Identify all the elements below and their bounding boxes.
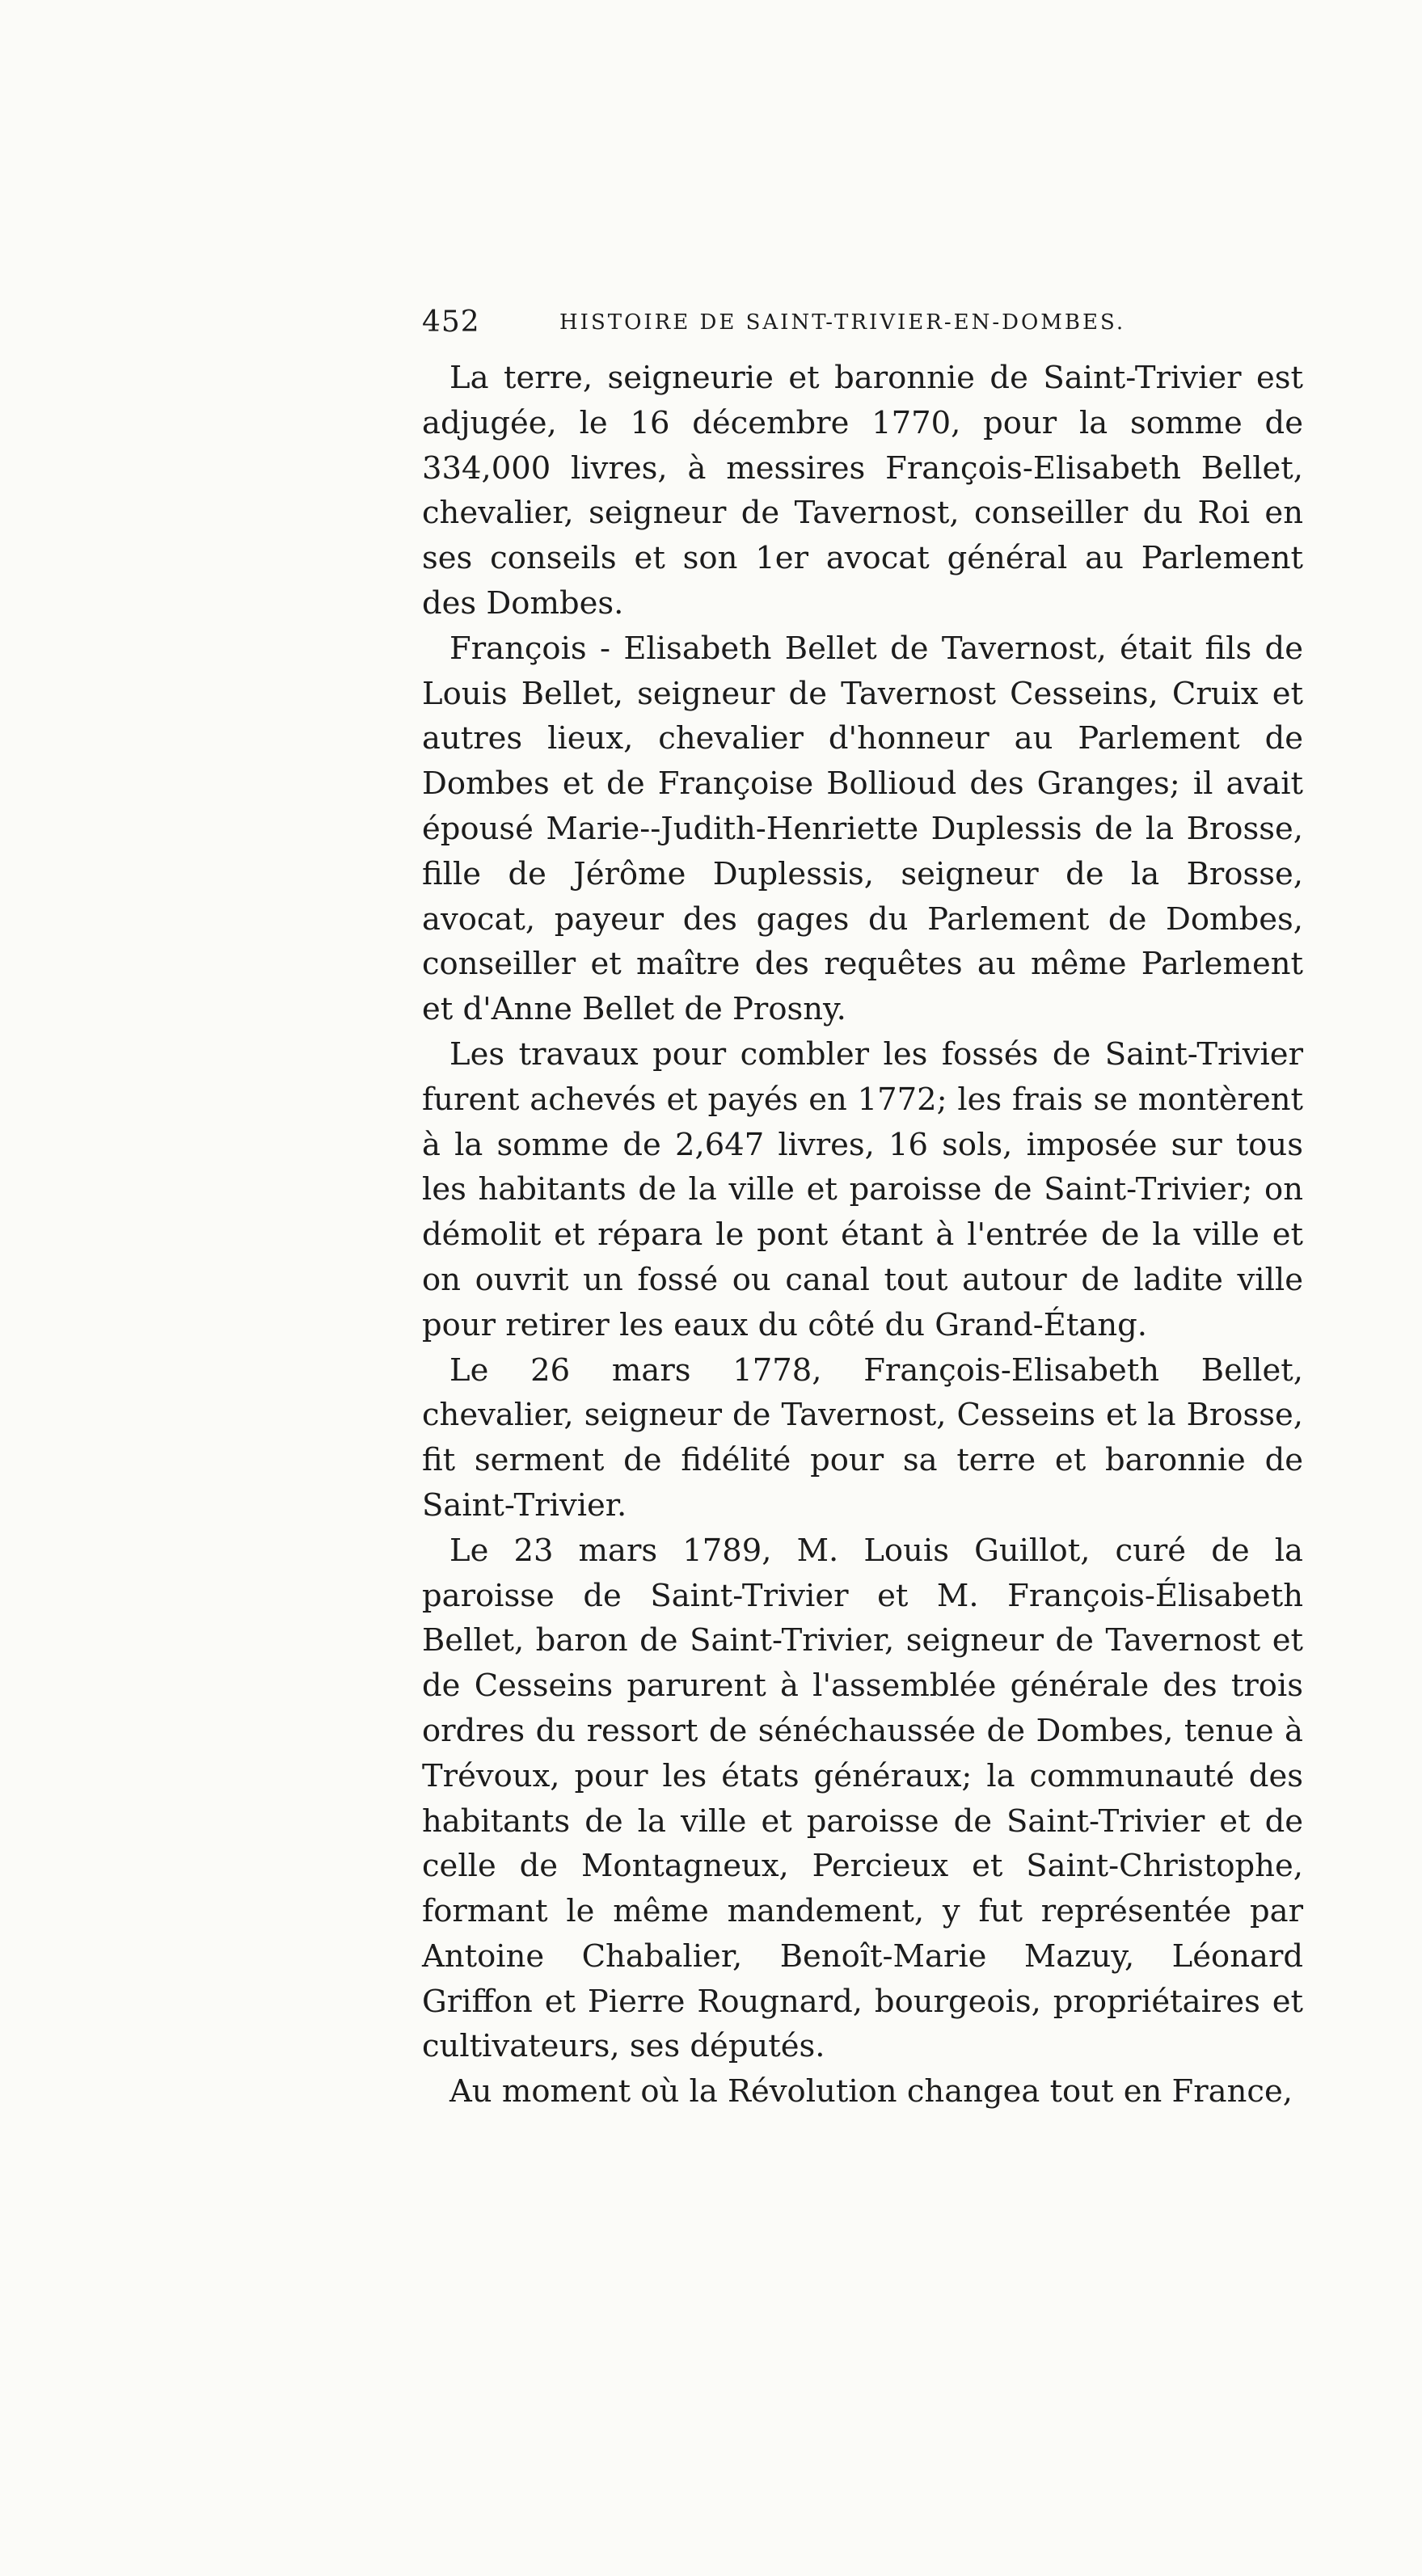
paragraph: Le 26 mars 1778, François-Elisabeth Bellet, chevalier, seigneur de Tavernost, Cesseins et la Brosse, fit serment de fidélité pour sa terre et baronnie de Saint-Trivier. xyxy=(422,1351,1303,1524)
body-text xyxy=(422,356,1303,2114)
paragraph: Au moment où la Révolution changea tout en France, xyxy=(449,2073,1293,2110)
paragraph: Le 23 mars 1789, M. Louis Guillot, curé de la paroisse de Saint-Trivier et M. François-Élisabeth Bellet, baron de Saint-Trivier, seigneur de Tavernost et de Cesseins parurent à l'assemblée générale des trois ordres du ressort de sénéchaussée de Dombes, tenue à Trévoux, pour les états généraux; la communauté des habitants de la ville et paroisse de Saint-Trivier et de celle de Montagneux, Percieux et Saint-Christophe, formant le même mandement, y fut représentée par Antoine Chabalier, Benoît-Marie Mazuy, Léonard Griffon et Pierre Rougnard, bourgeois, propriétaires et cultivateurs, ses députés. xyxy=(422,1532,1303,2065)
paragraph: La terre, seigneurie et baronnie de Saint-Trivier est adjugée, le 16 décembre 1770, pour la somme de 334,000 livres, à messires François-Elisabeth Bellet, chevalier, seigneur de Tavernost, conseiller du Roi en ses conseils et son 1er avocat général au Parlement des Dombes. xyxy=(422,360,1303,622)
page-header xyxy=(422,306,1311,346)
page-number: 452 xyxy=(422,306,480,339)
paragraph: François - Elisabeth Bellet de Tavernost, était fils de Louis Bellet, seigneur de Tavernost Cesseins, Cruix et autres lieux, chevalier d'honneur au Parlement de Dombes et de Françoise Bollioud des Granges; il avait épousé Marie--Judith-Henriette Duplessis de la Brosse, fille de Jérôme Duplessis, seigneur de la Brosse, avocat, payeur des gages du Parlement de Dombes, conseiller et maître des requêtes au même Parlement et d'Anne Bellet de Prosny. xyxy=(422,630,1303,1028)
paragraph: Les travaux pour combler les fossés de Saint-Trivier furent achevés et payés en 1772; les frais se montèrent à la somme de 2,647 livres, 16 sols, imposée sur tous les habitants de la ville et paroisse de Saint-Trivier; on démolit et répara le pont étant à l'entrée de la ville et on ouvrit un fossé ou canal tout autour de ladite ville pour retirer les eaux du côté du Grand-Étang. xyxy=(422,1035,1303,1343)
running-title: HISTOIRE DE SAINT-TRIVIER-EN-DOMBES. xyxy=(559,310,1126,335)
